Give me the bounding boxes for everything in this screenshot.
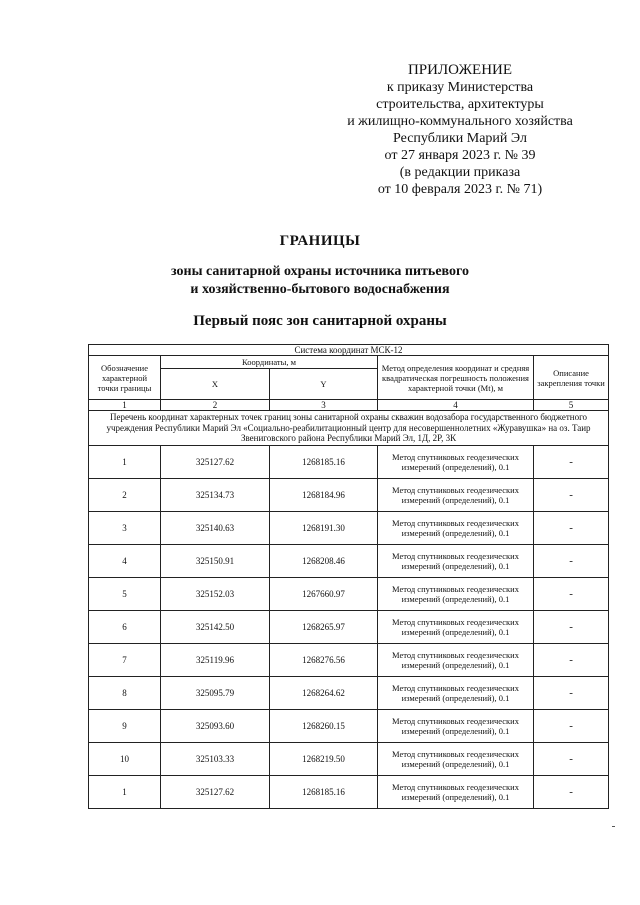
subtitle-line: и хозяйственно-бытового водоснабжения [190,282,450,297]
description-cell: - [534,776,609,809]
appendix-line: от 10 февраля 2023 г. № 71) [377,182,543,197]
document-title: ГРАНИЦЫ [279,233,361,249]
x-coordinate-cell: 325150.91 [161,545,270,578]
table-row [89,677,609,710]
column-number: 2 [161,400,270,411]
document-subtitle [0,263,640,299]
x-coordinate-cell: 325103.33 [161,743,270,776]
x-coordinate-cell: 325152.03 [161,578,270,611]
point-cell: 10 [89,743,161,776]
header-description: Описание закрепления точки [534,356,609,400]
description-cell: - [534,611,609,644]
appendix-line: от 27 января 2023 г. № 39 [384,148,536,163]
appendix-heading: ПРИЛОЖЕНИЕ [407,62,513,78]
section-title: Первый пояс зон санитарной охраны [193,313,447,329]
table-row [89,512,609,545]
point-cell: 7 [89,644,161,677]
point-cell: 2 [89,479,161,512]
header-y: Y [270,369,378,400]
table-row [89,545,609,578]
description-cell: - [534,644,609,677]
point-cell: 3 [89,512,161,545]
x-coordinate-cell: 325127.62 [161,446,270,479]
y-coordinate-cell: 1268185.16 [270,446,378,479]
method-cell: Метод спутниковых геодезических измерений (определений), 0.1 [378,776,534,809]
table-row [89,578,609,611]
description-cell: - [534,743,609,776]
method-cell: Метод спутниковых геодезических измерений (определений), 0.1 [378,446,534,479]
x-coordinate-cell: 325093.60 [161,710,270,743]
column-number: 3 [270,400,378,411]
appendix-line: строительства, архитектуры [376,97,544,112]
appendix-line: Республики Марий Эл [393,131,527,146]
table-row [89,776,609,809]
column-number: 1 [89,400,161,411]
description-cell: - [534,512,609,545]
appendix-line: и жилищно-коммунального хозяйства [347,114,573,129]
coordinates-table [88,344,609,809]
appendix-line: (в редакции приказа [399,165,521,180]
header-x: X [161,369,270,400]
section-note: Перечень координат характерных точек границ зоны санитарной охраны скважин водозабора государственного бюджетного учреждения Республики Марий Эл «Социально-реабилитационный центр для несовершеннолетних «Журавушка» на оз. Таир Звениговского района Республики Марий Эл, 1Д, 2Р, 3К [89,411,609,446]
column-number: 5 [534,400,609,411]
y-coordinate-cell: 1268265.97 [270,611,378,644]
method-cell: Метод спутниковых геодезических измерений (определений), 0.1 [378,545,534,578]
method-cell: Метод спутниковых геодезических измерений (определений), 0.1 [378,479,534,512]
table-row [89,611,609,644]
point-cell: 4 [89,545,161,578]
description-cell: - [534,479,609,512]
y-coordinate-cell: 1268191.30 [270,512,378,545]
description-cell: - [534,578,609,611]
subtitle-line: зоны санитарной охраны источника питьевого [170,264,470,279]
point-cell: 6 [89,611,161,644]
description-cell: - [534,677,609,710]
x-coordinate-cell: 325142.50 [161,611,270,644]
description-cell: - [534,710,609,743]
method-cell: Метод спутниковых геодезических измерений (определений), 0.1 [378,512,534,545]
edge-mark [612,826,615,827]
x-coordinate-cell: 325127.62 [161,776,270,809]
y-coordinate-cell: 1268208.46 [270,545,378,578]
y-coordinate-cell: 1268260.15 [270,710,378,743]
table-row [89,479,609,512]
y-coordinate-cell: 1268219.50 [270,743,378,776]
y-coordinate-cell: 1268185.16 [270,776,378,809]
method-cell: Метод спутниковых геодезических измерений (определений), 0.1 [378,644,534,677]
table-row [89,446,609,479]
method-cell: Метод спутниковых геодезических измерений (определений), 0.1 [378,710,534,743]
method-cell: Метод спутниковых геодезических измерений (определений), 0.1 [378,677,534,710]
description-cell: - [534,545,609,578]
table-row [89,743,609,776]
y-coordinate-cell: 1268184.96 [270,479,378,512]
appendix-line: к приказу Министерства [386,80,534,95]
method-cell: Метод спутниковых геодезических измерений (определений), 0.1 [378,743,534,776]
y-coordinate-cell: 1268264.62 [270,677,378,710]
point-cell: 5 [89,578,161,611]
method-cell: Метод спутниковых геодезических измерений (определений), 0.1 [378,578,534,611]
x-coordinate-cell: 325119.96 [161,644,270,677]
coordinate-system-label: Система координат МСК-12 [89,345,609,356]
x-coordinate-cell: 325134.73 [161,479,270,512]
method-cell: Метод спутниковых геодезических измерений (определений), 0.1 [378,611,534,644]
appendix-block [330,62,590,198]
x-coordinate-cell: 325095.79 [161,677,270,710]
point-cell: 8 [89,677,161,710]
description-cell: - [534,446,609,479]
table-row [89,644,609,677]
y-coordinate-cell: 1268276.56 [270,644,378,677]
point-cell: 1 [89,446,161,479]
point-cell: 1 [89,776,161,809]
x-coordinate-cell: 325140.63 [161,512,270,545]
point-cell: 9 [89,710,161,743]
table-row [89,710,609,743]
header-coords: Координаты, м [161,356,378,369]
column-number: 4 [378,400,534,411]
header-method: Метод определения координат и средняя квадратическая погрешность положения характерной точки (Mt), м [378,356,534,400]
header-point: Обозначение характерной точки границы [89,356,161,400]
y-coordinate-cell: 1267660.97 [270,578,378,611]
